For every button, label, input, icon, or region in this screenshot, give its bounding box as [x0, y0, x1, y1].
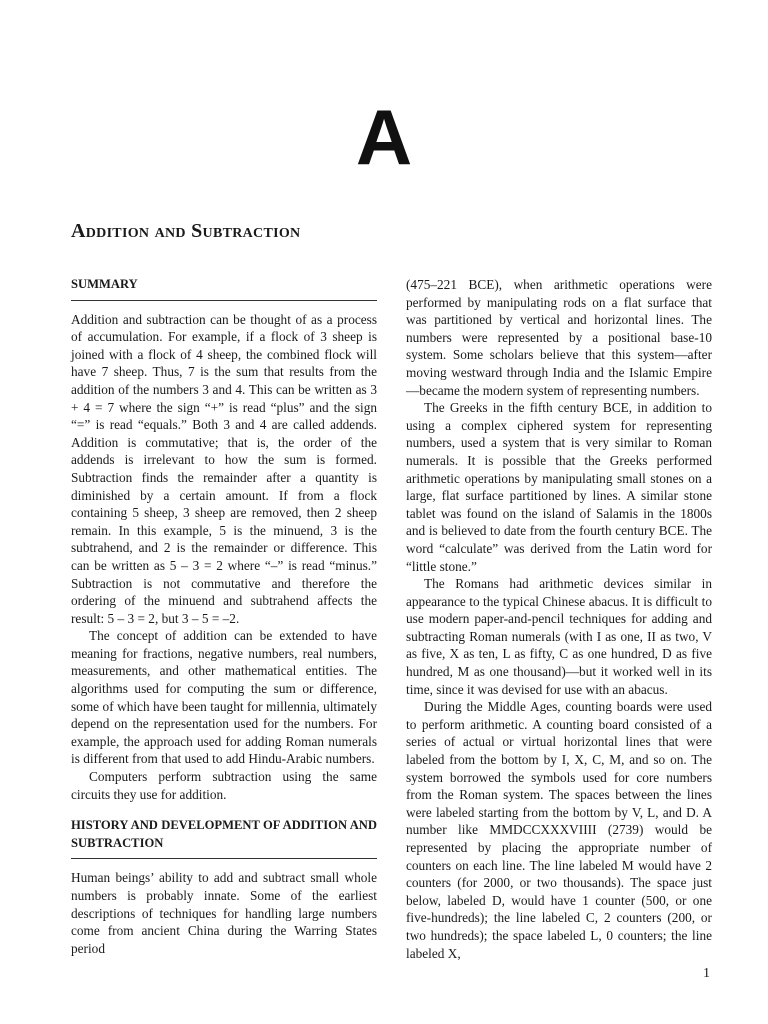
history-paragraph-2: (475–221 BCE), when arithmetic operations were performed by manipulating rods on a flat surface that was partitioned by vertical and horizontal lines. The numbers were represented by a positional base-10 system. Some scholars believe that this system—after moving westward through India and the Islamic Empire—became the modern system of representing numbers. [406, 277, 712, 398]
history-paragraph-1: Human beings’ ability to add and subtract small whole numbers is probably innate. Some of the earliest descriptions of techniques for handling large numbers come from ancient China during the Warring States period [71, 870, 377, 956]
summary-paragraph-3: Computers perform subtraction using the same circuits they use for addition. [71, 769, 377, 802]
history-paragraph-5: During the Middle Ages, counting boards were used to perform arithmetic. A counting board consisted of a series of actual or virtual horizontal lines that were labeled from the bottom by I, X, C, M, and so on. The system borrowed the symbols used for core numbers from the Roman system. The spaces between the lines were labeled starting from the bottom by V, L, and D. A number like MMDCCXXXVIIII (2739) would be represented by placing the appropriate number of counters on each line. The line labeled M would have 2 counters (for 2000, or two thousands). The space just below, labeled D, would have 1 counter (500, or one five-hundreds); the line labeled C, 2 counters (200, or two hundreds); the space labeled L, 0 counters; the line labeled X, [406, 699, 712, 961]
summary-heading: SUMMARY [71, 276, 377, 301]
summary-paragraph-2: The concept of addition can be extended to have meaning for fractions, negative numbers, real numbers, measurements, and other mathematical entities. The algorithms used for computing the sum or difference, some of which have been taught for millennia, ultimately depend on the representation used for the numbers. For example, the approach used for adding Roman numerals is different from that used to add Hindu-Arabic numbers. [71, 628, 377, 767]
history-paragraph-4: The Romans had arithmetic devices similar in appearance to the typical Chinese abacus. It is difficult to use modern paper-and-pencil techniques for adding and subtracting Roman numerals (with I as one, II as two, V as five, X as ten, L as fifty, C as one hundred, D as five hundred, M as one thousand)—but it worked well in its time, since it was devised for use with an abacus. [406, 576, 712, 697]
right-column [406, 276, 712, 962]
left-column [71, 276, 377, 957]
article-title: Addition and Subtraction [71, 220, 301, 242]
page-number: 1 [703, 966, 710, 981]
chapter-letter: A [355, 93, 413, 181]
summary-paragraph-1: Addition and subtraction can be thought of as a process of accumulation. For example, if a flock of 3 sheep is joined with a flock of 4 sheep, the combined flock will have 7 sheep. Thus, 7 is the sum that results from the addition of the numbers 3 and 4. This can be written as 3 + 4 = 7 where the sign “+” is read “plus” and the sign “=” is read “equals.” Both 3 and 4 are called addends. Addition is commutative; that is, the order of the addends is irrelevant to how the sum is formed. Subtraction finds the remainder after a quantity is diminished by a certain amount. If from a flock containing 5 sheep, 3 sheep are removed, then 2 sheep remain. In this example, 5 is the minuend, 3 is the subtrahend, and 2 is the remainder or difference. This can be written as 5 – 3 = 2 where “–” is read “minus.” Subtraction is not commutative and therefore the ordering of the minuend and subtrahend affects the result: 5 – 3 = 2, but 3 – 5 = –2. [71, 311, 377, 626]
history-paragraph-3: The Greeks in the fifth century BCE, in addition to using a complex ciphered system for representing numbers, used a system that is very similar to Roman numerals. It is possible that the Greeks performed arithmetic operations by manipulating small stones on a large, flat surface partitioned by lines. A similar stone tablet was found on the island of Salamis in the 1800s and is believed to date from the fourth century BCE. The word “calculate” was derived from the Latin word for “little stone.” [406, 400, 712, 574]
history-heading: HISTORY AND DEVELOPMENT OF ADDITION AND SUBTRACTION [71, 817, 377, 859]
